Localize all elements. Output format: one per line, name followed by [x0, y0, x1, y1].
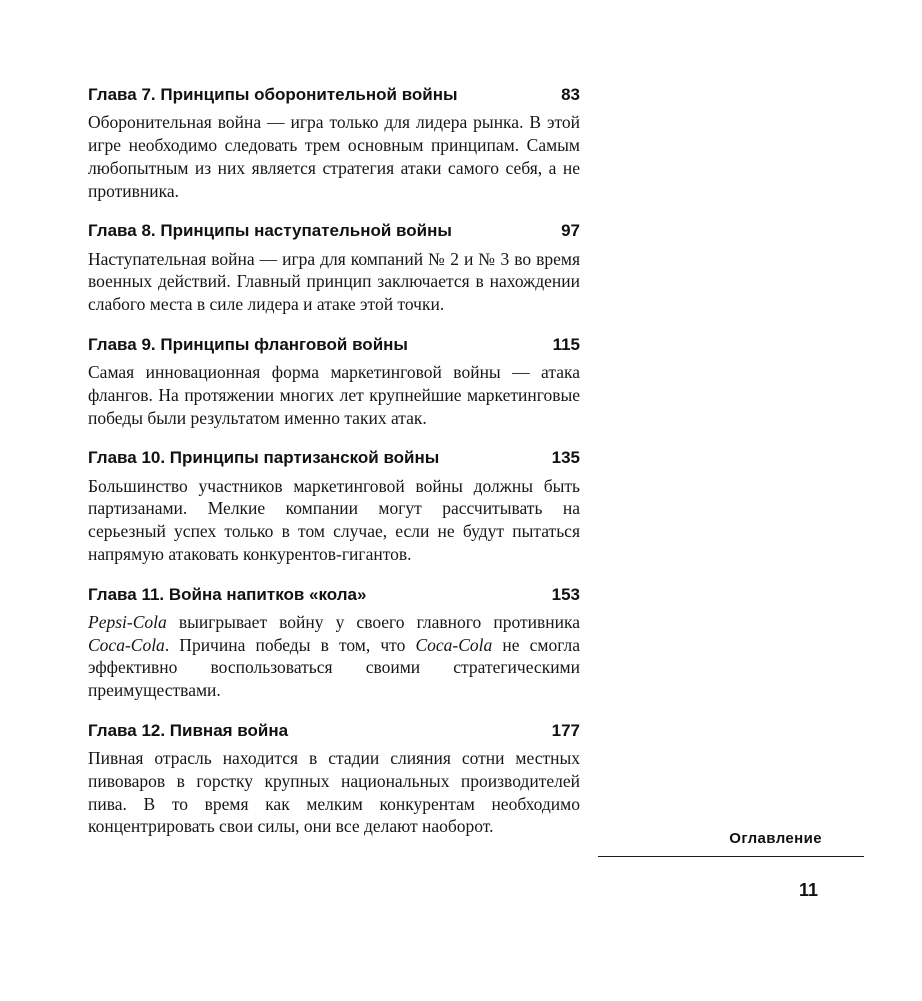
- chapter-description: Pepsi-Cola выигрывает войну у своего главного противника Coca-Cola. Причина победы в том, что Coca-Cola не смогла эффективно воспользоваться своими стратегическими преимуществами.: [88, 611, 580, 700]
- chapter-heading: [88, 584, 580, 605]
- toc-main-column: [88, 84, 580, 838]
- chapter-page-number: 135: [551, 448, 580, 468]
- footer-page-number: 11: [798, 880, 818, 900]
- footer-rule: [598, 856, 864, 857]
- chapter-heading: [88, 447, 580, 468]
- chapter-title: Глава 8. Принципы наступательной войны: [88, 221, 452, 241]
- chapter-title: Глава 11. Война напитков «кола»: [88, 584, 367, 604]
- footer-section-label: Оглавление: [729, 830, 822, 847]
- chapter-title: Глава 7. Принципы оборонительной войны: [88, 85, 458, 104]
- chapter-page-number: 97: [561, 221, 580, 241]
- chapter-page-number: 177: [551, 720, 580, 740]
- chapter-description: Большинство участников маркетинговой войны должны быть партизанами. Мелкие компании могут рассчитывать на серьезный успех только в том случае, если не будут пытаться напрямую атаковать конкурентов-гигантов.: [88, 475, 580, 564]
- chapter-title: Глава 12. Пивная война: [88, 720, 289, 740]
- chapter-page-number: 153: [551, 584, 580, 604]
- toc-entry-chapter-12: [88, 720, 580, 838]
- chapter-page-number: 83: [561, 85, 580, 104]
- running-footer: [598, 830, 864, 901]
- chapter-heading: [88, 220, 580, 241]
- chapter-description: Наступательная война — игра для компаний № 2 и № 3 во время военных действий. Главный принцип заключается в нахождении слабого места в силе лидера и атаке этой точки.: [88, 248, 580, 314]
- chapter-description: Пивная отрасль находится в стадии слияния сотни местных пивоваров в горстку крупных национальных производителей пива. В то время как мелким конкурентам необходимо концентрировать свои силы, они все делают наоборот.: [88, 748, 580, 837]
- toc-entry-chapter-8: [88, 220, 580, 316]
- chapter-heading: [88, 334, 580, 355]
- chapter-description: Оборонительная война — игра только для лидера рынка. В этой игре необходимо следовать трем основным принципам. Самым любопытным из них является стратегия атаки самого себя, а не противника.: [88, 112, 580, 201]
- chapter-description: Самая инновационная форма маркетинговой войны — атака флангов. На протяжении многих лет крупнейшие маркетинговые победы были результатом именно таких атак.: [88, 362, 580, 428]
- chapter-title: Глава 9. Принципы фланговой войны: [88, 334, 408, 354]
- chapter-page-number: 115: [552, 334, 580, 354]
- toc-entry-chapter-11: [88, 584, 580, 702]
- toc-entry-chapter-7: [88, 84, 580, 202]
- chapter-heading: [88, 720, 580, 741]
- toc-entry-chapter-10: [88, 447, 580, 565]
- chapter-title: Глава 10. Принципы партизанской войны: [88, 448, 440, 468]
- chapter-heading: [88, 84, 580, 105]
- toc-entry-chapter-9: [88, 334, 580, 430]
